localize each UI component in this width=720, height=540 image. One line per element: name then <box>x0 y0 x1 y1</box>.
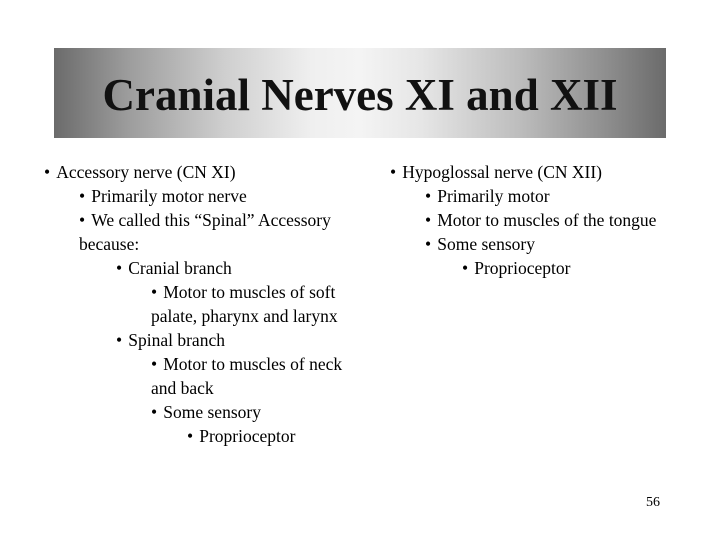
bullet-item <box>390 232 716 256</box>
bullet-text: Accessory nerve (CN XI) <box>56 162 236 182</box>
bullet-text: Motor to muscles of soft <box>163 282 336 302</box>
left-column-bullets <box>44 160 374 448</box>
bullet-icon: • <box>79 210 86 230</box>
bullet-icon: • <box>151 354 158 374</box>
bullet-icon: • <box>425 186 432 206</box>
bullet-icon: • <box>462 258 469 278</box>
slide-title: Cranial Nerves XI and XII <box>102 70 618 120</box>
bullet-text: Motor to muscles of the tongue <box>437 210 657 230</box>
bullet-item <box>44 184 374 208</box>
bullet-text: Proprioceptor <box>199 426 296 446</box>
bullet-item <box>44 280 374 304</box>
bullet-icon: • <box>44 162 51 182</box>
bullet-icon: • <box>425 234 432 254</box>
title-banner <box>54 48 666 138</box>
bullet-item <box>44 352 374 376</box>
bullet-text: because: <box>79 234 140 254</box>
bullet-text: Some sensory <box>163 402 261 422</box>
bullet-text: Spinal branch <box>128 330 225 350</box>
bullet-icon: • <box>151 402 158 422</box>
bullet-item <box>390 184 716 208</box>
bullet-continuation <box>44 304 374 328</box>
bullet-text: palate, pharynx and larynx <box>151 306 338 326</box>
bullet-item <box>44 208 374 232</box>
bullet-item <box>44 328 374 352</box>
bullet-icon: • <box>79 186 86 206</box>
page-number: 56 <box>646 495 660 510</box>
bullet-text: Cranial branch <box>128 258 232 278</box>
bullet-item <box>44 424 374 448</box>
bullet-icon: • <box>390 162 397 182</box>
bullet-icon: • <box>116 330 123 350</box>
bullet-text: We called this “Spinal” Accessory <box>91 210 331 230</box>
bullet-continuation <box>44 376 374 400</box>
bullet-text: and back <box>151 378 214 398</box>
bullet-text: Proprioceptor <box>474 258 571 278</box>
bullet-icon: • <box>116 258 123 278</box>
bullet-item <box>44 400 374 424</box>
bullet-text: Hypoglossal nerve (CN XII) <box>402 162 602 182</box>
bullet-item <box>390 160 716 184</box>
bullet-text: Primarily motor nerve <box>91 186 247 206</box>
right-column-bullets <box>390 160 716 280</box>
bullet-icon: • <box>151 282 158 302</box>
bullet-item <box>390 208 716 232</box>
bullet-item <box>44 256 374 280</box>
bullet-item <box>390 256 716 280</box>
bullet-continuation <box>44 232 374 256</box>
bullet-icon: • <box>425 210 432 230</box>
bullet-text: Motor to muscles of neck <box>163 354 343 374</box>
bullet-icon: • <box>187 426 194 446</box>
bullet-text: Primarily motor <box>437 186 550 206</box>
bullet-text: Some sensory <box>437 234 535 254</box>
bullet-item <box>44 160 374 184</box>
